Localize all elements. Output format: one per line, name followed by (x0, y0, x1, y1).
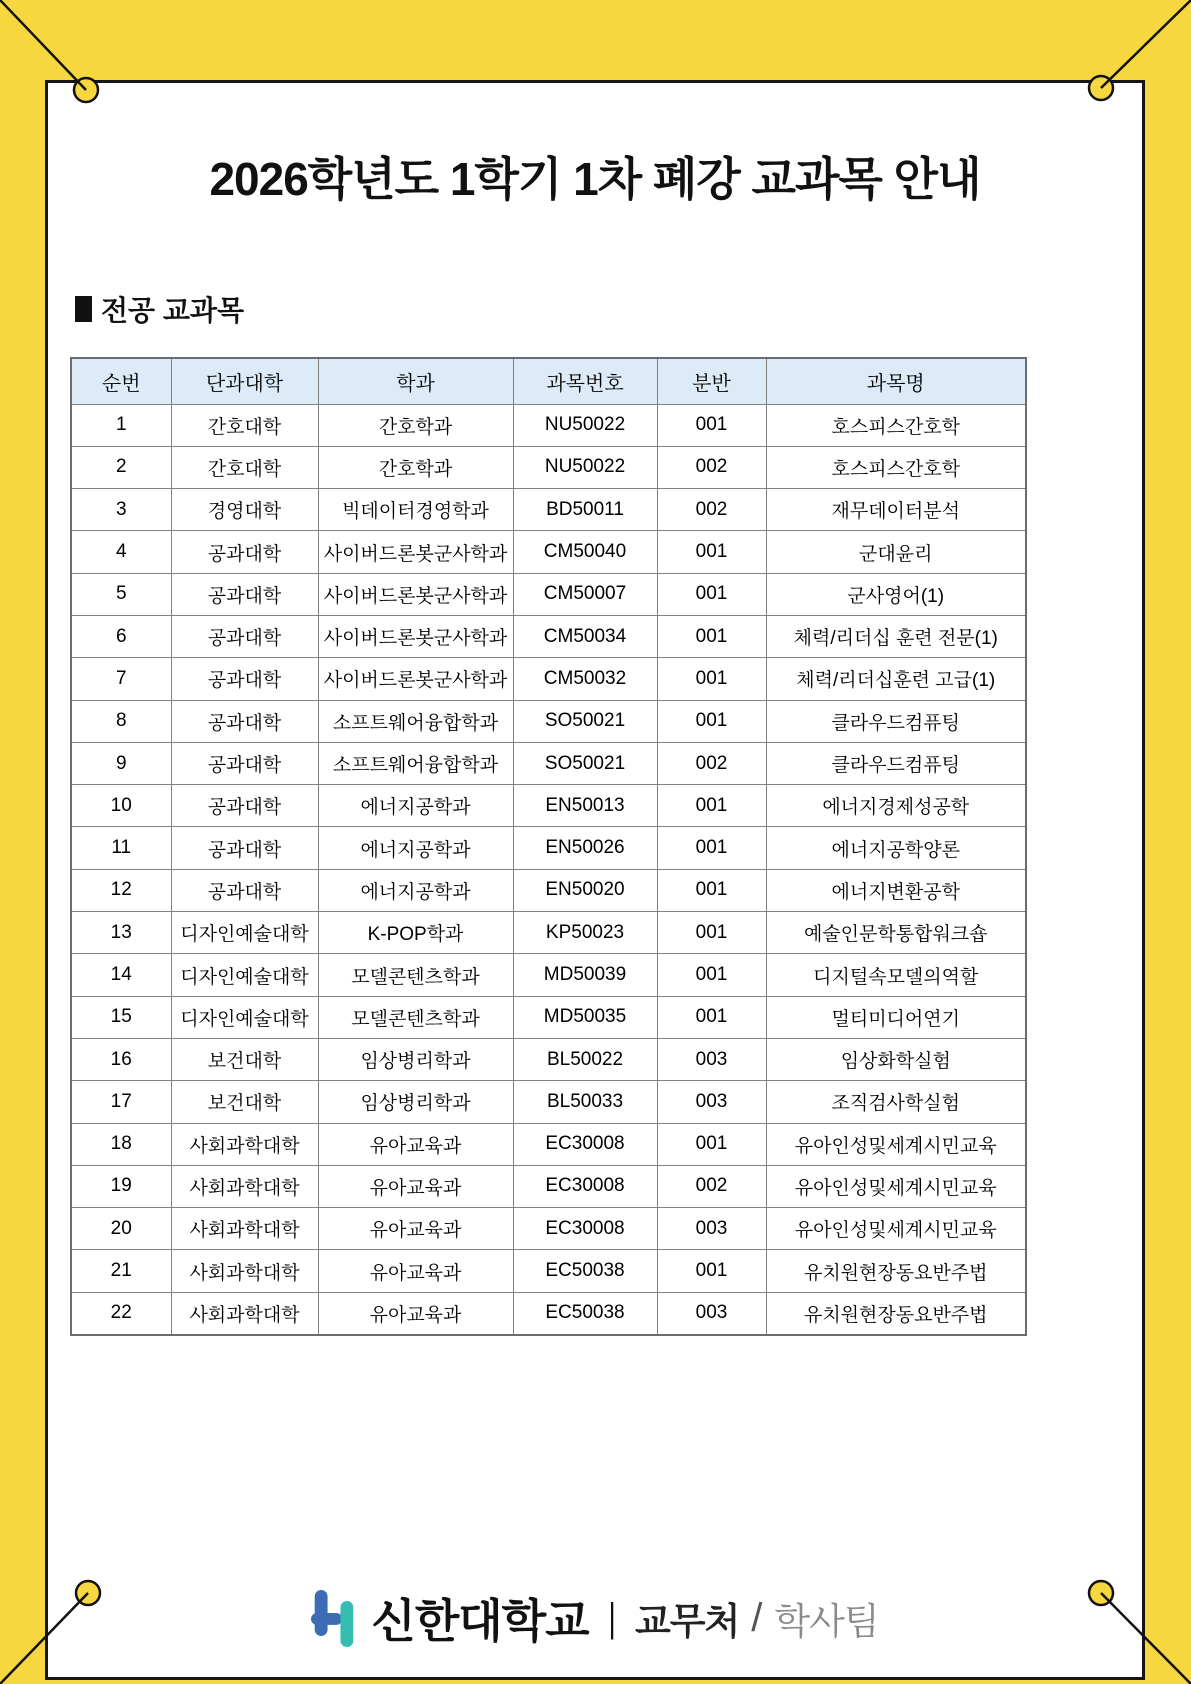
table-cell: EC30008 (513, 1165, 657, 1207)
table-cell: 임상병리학과 (318, 1038, 513, 1080)
table-cell: 001 (657, 573, 766, 615)
table-cell: 001 (657, 1123, 766, 1165)
table-cell: EC30008 (513, 1123, 657, 1165)
table-cell: 사이버드론봇군사학과 (318, 658, 513, 700)
table-row (71, 912, 1026, 954)
table-cell: 경영대학 (171, 489, 318, 531)
table-cell: 디자인예술대학 (171, 996, 318, 1038)
table-cell: 유아교육과 (318, 1292, 513, 1334)
table-row (71, 489, 1026, 531)
table-cell: 17 (71, 1081, 171, 1123)
university-logo-icon (311, 1590, 357, 1647)
table-cell: CM50032 (513, 658, 657, 700)
table-row (71, 573, 1026, 615)
table-row (71, 700, 1026, 742)
table-cell: 002 (657, 446, 766, 488)
table-cell: 사회과학대학 (171, 1123, 318, 1165)
table-cell: 사이버드론봇군사학과 (318, 615, 513, 657)
university-name: 신한대학교 (371, 1595, 589, 1647)
table-cell: NU50022 (513, 446, 657, 488)
table-cell: 18 (71, 1123, 171, 1165)
table-cell: 에너지변환공학 (766, 869, 1026, 911)
table-cell: 001 (657, 912, 766, 954)
table-cell: 디지털속모델의역할 (766, 954, 1026, 996)
table-cell: NU50022 (513, 404, 657, 446)
table-cell: 호스피스간호학 (766, 404, 1026, 446)
table-cell: KP50023 (513, 912, 657, 954)
table-cell: 9 (71, 742, 171, 784)
table-cell: 유치원현장동요반주법 (766, 1292, 1026, 1334)
table-cell: 12 (71, 869, 171, 911)
table-cell: BD50011 (513, 489, 657, 531)
table-cell: 003 (657, 1292, 766, 1334)
col-header-dept: 학과 (318, 358, 513, 404)
table-cell: 임상화학실험 (766, 1038, 1026, 1080)
table-cell: 8 (71, 700, 171, 742)
table-cell: MD50039 (513, 954, 657, 996)
table-cell: 001 (657, 531, 766, 573)
table-row (71, 658, 1026, 700)
table-cell: 재무데이터분석 (766, 489, 1026, 531)
table-cell: 임상병리학과 (318, 1081, 513, 1123)
table-cell: 001 (657, 658, 766, 700)
table-cell: 유아교육과 (318, 1165, 513, 1207)
table-cell: EC50038 (513, 1292, 657, 1334)
table-cell: 1 (71, 404, 171, 446)
table-cell: 10 (71, 785, 171, 827)
col-header-name: 과목명 (766, 358, 1026, 404)
table-cell: EC30008 (513, 1208, 657, 1250)
table-row (71, 615, 1026, 657)
table-cell: 공과대학 (171, 573, 318, 615)
table-cell: 보건대학 (171, 1081, 318, 1123)
table-cell: 20 (71, 1208, 171, 1250)
table-row (71, 785, 1026, 827)
table-cell: 5 (71, 573, 171, 615)
table-cell: 14 (71, 954, 171, 996)
table-cell: 모델콘텐츠학과 (318, 954, 513, 996)
footer-team: 학사팀 (774, 1601, 879, 1642)
table-cell: 13 (71, 912, 171, 954)
footer-department: 교무처 (634, 1601, 740, 1642)
table-cell: 유아인성및세계시민교육 (766, 1208, 1026, 1250)
table-cell: 조직검사학실험 (766, 1081, 1026, 1123)
table-row (71, 827, 1026, 869)
table-row (71, 742, 1026, 784)
table-cell: 클라우드컴퓨팅 (766, 742, 1026, 784)
table-row (71, 954, 1026, 996)
table-cell: SO50021 (513, 700, 657, 742)
table-cell: 사회과학대학 (171, 1292, 318, 1334)
table-cell: BL50022 (513, 1038, 657, 1080)
table-cell: 사이버드론봇군사학과 (318, 573, 513, 615)
table-cell: 예술인문학통합워크숍 (766, 912, 1026, 954)
table-cell: 군사영어(1) (766, 573, 1026, 615)
table-cell: 001 (657, 1250, 766, 1292)
table-cell: 15 (71, 996, 171, 1038)
table-cell: 소프트웨어융합학과 (318, 700, 513, 742)
table-cell: 001 (657, 954, 766, 996)
table-cell: 빅데이터경영학과 (318, 489, 513, 531)
table-cell: 공과대학 (171, 742, 318, 784)
footer-divider: | (608, 1595, 616, 1640)
table-cell: CM50007 (513, 573, 657, 615)
col-header-college: 단과대학 (171, 358, 318, 404)
table-cell: 보건대학 (171, 1038, 318, 1080)
table-cell: 7 (71, 658, 171, 700)
table-row (71, 1250, 1026, 1292)
footer-slash: / (751, 1595, 763, 1640)
table-cell: 군대윤리 (766, 531, 1026, 573)
table-cell: 001 (657, 700, 766, 742)
table-cell: 사회과학대학 (171, 1250, 318, 1292)
section-label: 전공 교과목 (101, 295, 245, 326)
table-cell: 디자인예술대학 (171, 912, 318, 954)
footer-brand (48, 1585, 1142, 1651)
table-cell: 멀티미디어연기 (766, 996, 1026, 1038)
table-cell: 001 (657, 404, 766, 446)
table-cell: 공과대학 (171, 531, 318, 573)
table-cell: 유치원현장동요반주법 (766, 1250, 1026, 1292)
table-cell: EC50038 (513, 1250, 657, 1292)
table-cell: 001 (657, 869, 766, 911)
col-header-code: 과목번호 (513, 358, 657, 404)
table-cell: 모델콘텐츠학과 (318, 996, 513, 1038)
table-cell: 에너지공학양론 (766, 827, 1026, 869)
table-cell: 공과대학 (171, 658, 318, 700)
table-cell: 유아인성및세계시민교육 (766, 1123, 1026, 1165)
table-cell: 공과대학 (171, 785, 318, 827)
table-cell: 클라우드컴퓨팅 (766, 700, 1026, 742)
table-header-row (71, 358, 1026, 404)
table-cell: 사회과학대학 (171, 1165, 318, 1207)
table-cell: BL50033 (513, 1081, 657, 1123)
table-row (71, 869, 1026, 911)
table-cell: 사이버드론봇군사학과 (318, 531, 513, 573)
table-cell: 3 (71, 489, 171, 531)
table-cell: 유아교육과 (318, 1123, 513, 1165)
table-cell: 003 (657, 1038, 766, 1080)
table-cell: CM50040 (513, 531, 657, 573)
table-cell: 에너지공학과 (318, 785, 513, 827)
table-cell: EN50026 (513, 827, 657, 869)
table-cell: 001 (657, 785, 766, 827)
table-row (71, 446, 1026, 488)
table-cell: 디자인예술대학 (171, 954, 318, 996)
table-cell: 간호학과 (318, 404, 513, 446)
table-cell: 22 (71, 1292, 171, 1334)
table-cell: 16 (71, 1038, 171, 1080)
table-row (71, 1038, 1026, 1080)
table-cell: MD50035 (513, 996, 657, 1038)
table-cell: 공과대학 (171, 700, 318, 742)
col-header-no: 순번 (71, 358, 171, 404)
course-table (70, 357, 1027, 1336)
table-cell: 003 (657, 1208, 766, 1250)
table-cell: 002 (657, 1165, 766, 1207)
table-cell: 유아인성및세계시민교육 (766, 1165, 1026, 1207)
table-cell: SO50021 (513, 742, 657, 784)
table-cell: 유아교육과 (318, 1208, 513, 1250)
table-cell: 001 (657, 615, 766, 657)
table-cell: 간호대학 (171, 404, 318, 446)
table-row (71, 531, 1026, 573)
table-row (71, 1123, 1026, 1165)
table-cell: 에너지경제성공학 (766, 785, 1026, 827)
table-cell: 간호학과 (318, 446, 513, 488)
table-row (71, 404, 1026, 446)
table-cell: 공과대학 (171, 615, 318, 657)
table-cell: 에너지공학과 (318, 827, 513, 869)
table-cell: 2 (71, 446, 171, 488)
table-row (71, 996, 1026, 1038)
section-bullet-icon (75, 296, 92, 322)
table-cell: 4 (71, 531, 171, 573)
table-cell: 001 (657, 827, 766, 869)
table-body (71, 404, 1026, 1335)
table-row (71, 1165, 1026, 1207)
table-cell: 002 (657, 489, 766, 531)
table-cell: 유아교육과 (318, 1250, 513, 1292)
table-cell: 에너지공학과 (318, 869, 513, 911)
table-cell: 소프트웨어융합학과 (318, 742, 513, 784)
table-cell: 002 (657, 742, 766, 784)
table-row (71, 1081, 1026, 1123)
col-header-section: 분반 (657, 358, 766, 404)
paper (45, 80, 1145, 1680)
table-cell: 체력/리더십 훈련 전문(1) (766, 615, 1026, 657)
table-cell: 11 (71, 827, 171, 869)
table-cell: 호스피스간호학 (766, 446, 1026, 488)
table-cell: 19 (71, 1165, 171, 1207)
table-cell: EN50013 (513, 785, 657, 827)
table-cell: CM50034 (513, 615, 657, 657)
table-row (71, 1292, 1026, 1334)
table-cell: 체력/리더십훈련 고급(1) (766, 658, 1026, 700)
page-title: 2026학년도 1학기 1차 폐강 교과목 안내 (209, 153, 981, 205)
table-row (71, 1208, 1026, 1250)
table-cell: 001 (657, 996, 766, 1038)
table-cell: 간호대학 (171, 446, 318, 488)
section-heading (75, 289, 1142, 329)
table-cell: K-POP학과 (318, 912, 513, 954)
table-cell: 6 (71, 615, 171, 657)
table-cell: EN50020 (513, 869, 657, 911)
table-cell: 21 (71, 1250, 171, 1292)
table-cell: 공과대학 (171, 827, 318, 869)
table-cell: 003 (657, 1081, 766, 1123)
table-cell: 사회과학대학 (171, 1208, 318, 1250)
table-cell: 공과대학 (171, 869, 318, 911)
